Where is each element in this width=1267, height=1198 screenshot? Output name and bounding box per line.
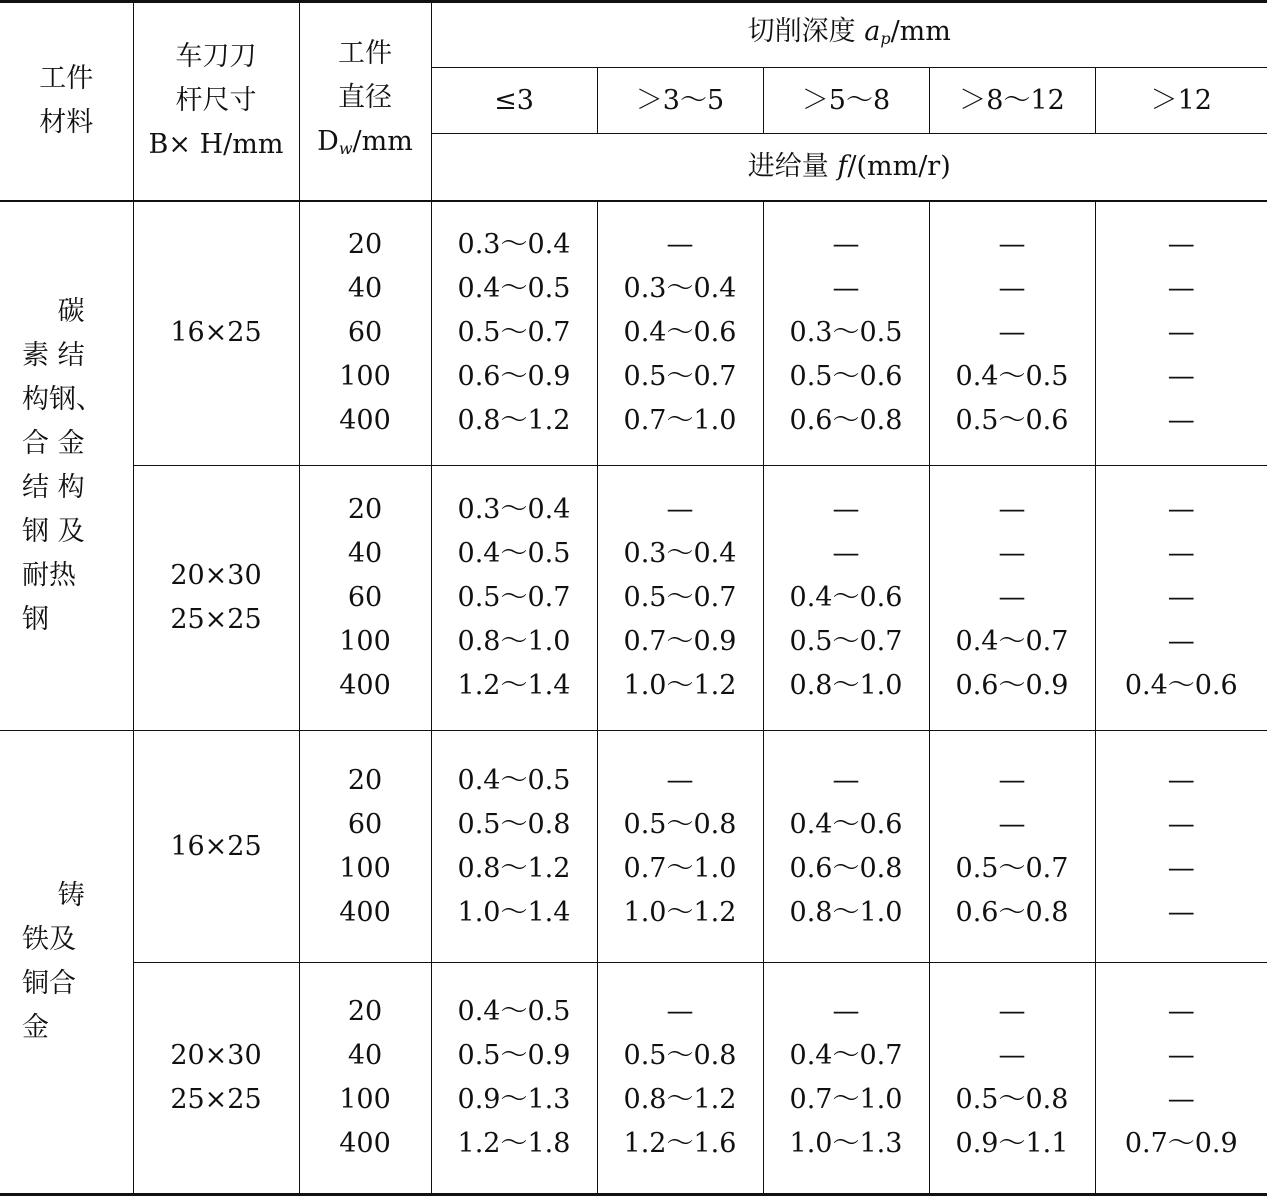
diameter-value: 400	[339, 896, 391, 928]
feed-value: 0.9～1.3	[457, 1084, 571, 1115]
shank-cell	[133, 963, 299, 1195]
header-material-line: 工件	[39, 63, 94, 95]
feed-value: 0.7～1.0	[623, 405, 737, 437]
feed-cell	[597, 963, 763, 1195]
feed-value: 0.4～0.5	[457, 996, 571, 1027]
feed-cell	[929, 731, 1095, 963]
feed-cell	[1095, 963, 1267, 1195]
feed-value: —	[1167, 852, 1195, 884]
header-shank-size	[133, 2, 299, 201]
feed-value: 0.5～0.7	[789, 626, 903, 657]
shank-cell	[133, 466, 299, 731]
depth-label: 切削深度	[747, 15, 865, 47]
shank-size: 16×25	[170, 830, 262, 862]
feed-value: —	[1167, 626, 1195, 657]
feed-value: —	[1167, 317, 1195, 349]
header-feed-rate	[431, 134, 1267, 201]
feed-value: —	[998, 808, 1026, 840]
diameter-cell	[299, 963, 431, 1195]
feed-cell	[929, 201, 1095, 466]
feed-value: —	[998, 229, 1026, 261]
depth-variable: a	[864, 15, 881, 47]
feed-label: 进给量	[747, 150, 838, 182]
feed-value: —	[666, 229, 694, 261]
material-line: 耐热	[22, 559, 76, 591]
diameter-value: 100	[339, 626, 391, 657]
feed-cell	[763, 731, 929, 963]
feed-value: 0.5～0.7	[457, 582, 571, 613]
feed-value: 0.5～0.8	[623, 808, 737, 840]
feed-cell	[763, 201, 929, 466]
feed-value: 0.5～0.7	[457, 317, 571, 349]
feed-cell	[1095, 466, 1267, 731]
feed-variable: f	[837, 150, 848, 182]
shank-cell	[133, 731, 299, 963]
depth-subscript: p	[880, 28, 891, 48]
material-line: 钢	[22, 603, 49, 635]
feed-value: 0.4～0.5	[955, 361, 1069, 393]
depth-column-3: ＞8～12	[929, 68, 1095, 134]
material-line: 素 结	[22, 339, 85, 371]
feed-value: —	[1167, 896, 1195, 928]
feed-value: 0.3～0.4	[623, 538, 737, 569]
feed-value: —	[832, 273, 860, 305]
feed-cell	[929, 466, 1095, 731]
feed-value: —	[998, 996, 1026, 1027]
feed-value: —	[666, 996, 694, 1027]
feed-value: —	[1167, 229, 1195, 261]
feed-value: 0.7～0.9	[1124, 1128, 1238, 1159]
feed-value: —	[998, 538, 1026, 569]
diameter-value: 400	[339, 405, 391, 437]
feed-value: —	[1167, 538, 1195, 569]
header-diameter-line: 直径	[338, 81, 392, 113]
feed-value: 0.3～0.4	[457, 229, 571, 261]
shank-size: 25×25	[170, 1084, 262, 1115]
header-material	[0, 2, 133, 201]
header-cutting-depth	[431, 2, 1267, 68]
feed-value: 0.4～0.7	[955, 626, 1069, 657]
feed-value: 0.5～0.6	[789, 361, 903, 393]
diameter-value: 20	[347, 494, 383, 525]
feed-value: —	[998, 764, 1026, 796]
feed-value: —	[998, 273, 1026, 305]
shank-cell	[133, 201, 299, 466]
material-line: 铜合	[22, 968, 76, 999]
feed-value: —	[666, 764, 694, 796]
feed-value: 0.8～1.0	[789, 670, 903, 701]
unit-symbol: D	[317, 125, 339, 157]
feed-value: 0.4～0.6	[1124, 670, 1238, 701]
feed-value: 0.6～0.8	[789, 405, 903, 437]
header-diameter-unit	[300, 120, 431, 171]
feed-value: —	[832, 764, 860, 796]
depth-column-1: ＞3～5	[597, 68, 763, 134]
header-shank-line: 杆尺寸	[175, 85, 257, 117]
material-line: 金	[22, 1012, 49, 1043]
feed-value: —	[1167, 808, 1195, 840]
feed-cell	[431, 466, 597, 731]
diameter-value: 40	[347, 1040, 383, 1071]
material-cell-cast-iron	[0, 731, 133, 1195]
material-line: 铸	[22, 880, 85, 911]
feed-value: —	[832, 229, 860, 261]
material-line: 铁及	[22, 924, 76, 955]
depth-column-4: ＞12	[1095, 68, 1267, 134]
feed-value: 0.7～1.0	[623, 852, 737, 884]
depth-column-2: ＞5～8	[763, 68, 929, 134]
header-shank-line: 车刀刀	[175, 41, 257, 73]
diameter-value: 100	[339, 852, 391, 884]
diameter-value: 40	[347, 538, 383, 569]
feed-value: —	[832, 538, 860, 569]
feed-cell	[763, 963, 929, 1195]
feed-value: 0.5～0.7	[955, 852, 1069, 884]
feed-value: —	[832, 494, 860, 525]
feed-value: 0.6～0.9	[457, 361, 571, 393]
feed-value: 0.4～0.6	[789, 582, 903, 613]
feed-value: 1.0～1.4	[457, 896, 571, 928]
feed-value: —	[1167, 996, 1195, 1027]
feed-value: —	[666, 494, 694, 525]
feed-value: —	[1167, 361, 1195, 393]
material-line: 构钢、	[22, 383, 103, 415]
header-material-line: 材料	[39, 107, 94, 139]
header-diameter-line: 工件	[338, 37, 392, 69]
feed-value: 0.4～0.7	[789, 1040, 903, 1071]
diameter-value: 20	[347, 996, 383, 1027]
material-line: 结 构	[22, 471, 85, 503]
feed-value: 0.4～0.5	[457, 273, 571, 305]
feed-value: 1.0～1.2	[623, 896, 737, 928]
feed-value: 0.8～1.0	[789, 896, 903, 928]
feed-value: 1.2～1.8	[457, 1128, 571, 1159]
feed-value: 0.3～0.4	[623, 273, 737, 305]
feed-value: —	[1167, 1084, 1195, 1115]
feed-value: 0.8～1.2	[623, 1084, 737, 1115]
depth-unit: /mm	[890, 15, 951, 47]
feed-value: 0.7～0.9	[623, 626, 737, 657]
header-diameter	[299, 2, 431, 201]
shank-size: 16×25	[170, 317, 262, 349]
feed-cell	[431, 201, 597, 466]
feed-cell	[597, 466, 763, 731]
feed-value: 0.5～0.8	[457, 808, 571, 840]
feed-value: —	[998, 494, 1026, 525]
unit-tail: /mm	[352, 125, 413, 157]
feed-value: 0.4～0.5	[457, 538, 571, 569]
feed-value: 0.5～0.7	[623, 582, 737, 613]
material-cell-steel	[0, 201, 133, 731]
feed-cell	[431, 731, 597, 963]
feed-value: 0.4～0.6	[789, 808, 903, 840]
feed-value: —	[998, 582, 1026, 613]
feed-value: 0.6～0.8	[955, 896, 1069, 928]
feed-cell	[1095, 201, 1267, 466]
feed-value: 0.8～1.2	[457, 405, 571, 437]
shank-size: 25×25	[170, 604, 262, 635]
feed-value: —	[1167, 1040, 1195, 1071]
diameter-cell	[299, 466, 431, 731]
feed-value: —	[998, 1040, 1026, 1071]
feed-value: —	[1167, 405, 1195, 437]
feed-value: 0.3～0.5	[789, 317, 903, 349]
diameter-value: 20	[347, 229, 383, 261]
diameter-value: 60	[347, 317, 383, 349]
feed-value: —	[1167, 582, 1195, 613]
feed-value: 1.2～1.6	[623, 1128, 737, 1159]
feed-value: —	[832, 996, 860, 1027]
feed-value: 0.4～0.5	[457, 764, 571, 796]
feed-value: 0.7～1.0	[789, 1084, 903, 1115]
diameter-value: 100	[339, 1084, 391, 1115]
feed-value: —	[1167, 494, 1195, 525]
feed-unit: /(mm/r)	[847, 150, 951, 182]
feed-value: 0.5～0.8	[623, 1040, 737, 1071]
diameter-value: 100	[339, 361, 391, 393]
feed-value: 0.5～0.7	[623, 361, 737, 393]
unit-subscript: w	[338, 138, 353, 158]
shank-size: 20×30	[170, 1040, 262, 1071]
diameter-value: 60	[347, 582, 383, 613]
feed-cell	[597, 201, 763, 466]
diameter-value: 400	[339, 1128, 391, 1159]
diameter-value: 60	[347, 808, 383, 840]
feed-value: 0.5～0.9	[457, 1040, 571, 1071]
feed-value: 0.4～0.6	[623, 317, 737, 349]
feed-value: —	[1167, 764, 1195, 796]
material-line: 合 金	[22, 427, 85, 459]
header-shank-line: B× H/mm	[148, 129, 284, 161]
feed-value: 1.0～1.3	[789, 1128, 903, 1159]
feed-value: 0.3～0.4	[457, 494, 571, 525]
feed-value: 0.6～0.9	[955, 670, 1069, 701]
feed-value: 1.2～1.4	[457, 670, 571, 701]
feed-value: —	[1167, 273, 1195, 305]
feed-cell	[1095, 731, 1267, 963]
feed-value: 0.8～1.0	[457, 626, 571, 657]
diameter-value: 400	[339, 670, 391, 701]
feed-cell	[763, 466, 929, 731]
diameter-value: 20	[347, 764, 383, 796]
feed-value: 1.0～1.2	[623, 670, 737, 701]
feed-value: 0.5～0.6	[955, 405, 1069, 437]
diameter-cell	[299, 201, 431, 466]
feed-value: —	[998, 317, 1026, 349]
feed-cell	[597, 731, 763, 963]
depth-column-0: ≤3	[431, 68, 597, 134]
feed-cell	[929, 963, 1095, 1195]
material-line: 钢 及	[22, 515, 85, 547]
feed-value: 0.9～1.1	[955, 1128, 1069, 1159]
material-line: 碳	[22, 295, 85, 327]
feed-value: 0.5～0.8	[955, 1084, 1069, 1115]
feed-cell	[431, 963, 597, 1195]
diameter-cell	[299, 731, 431, 963]
shank-size: 20×30	[170, 560, 262, 591]
feed-value: 0.8～1.2	[457, 852, 571, 884]
feed-value: 0.6～0.8	[789, 852, 903, 884]
diameter-value: 40	[347, 273, 383, 305]
